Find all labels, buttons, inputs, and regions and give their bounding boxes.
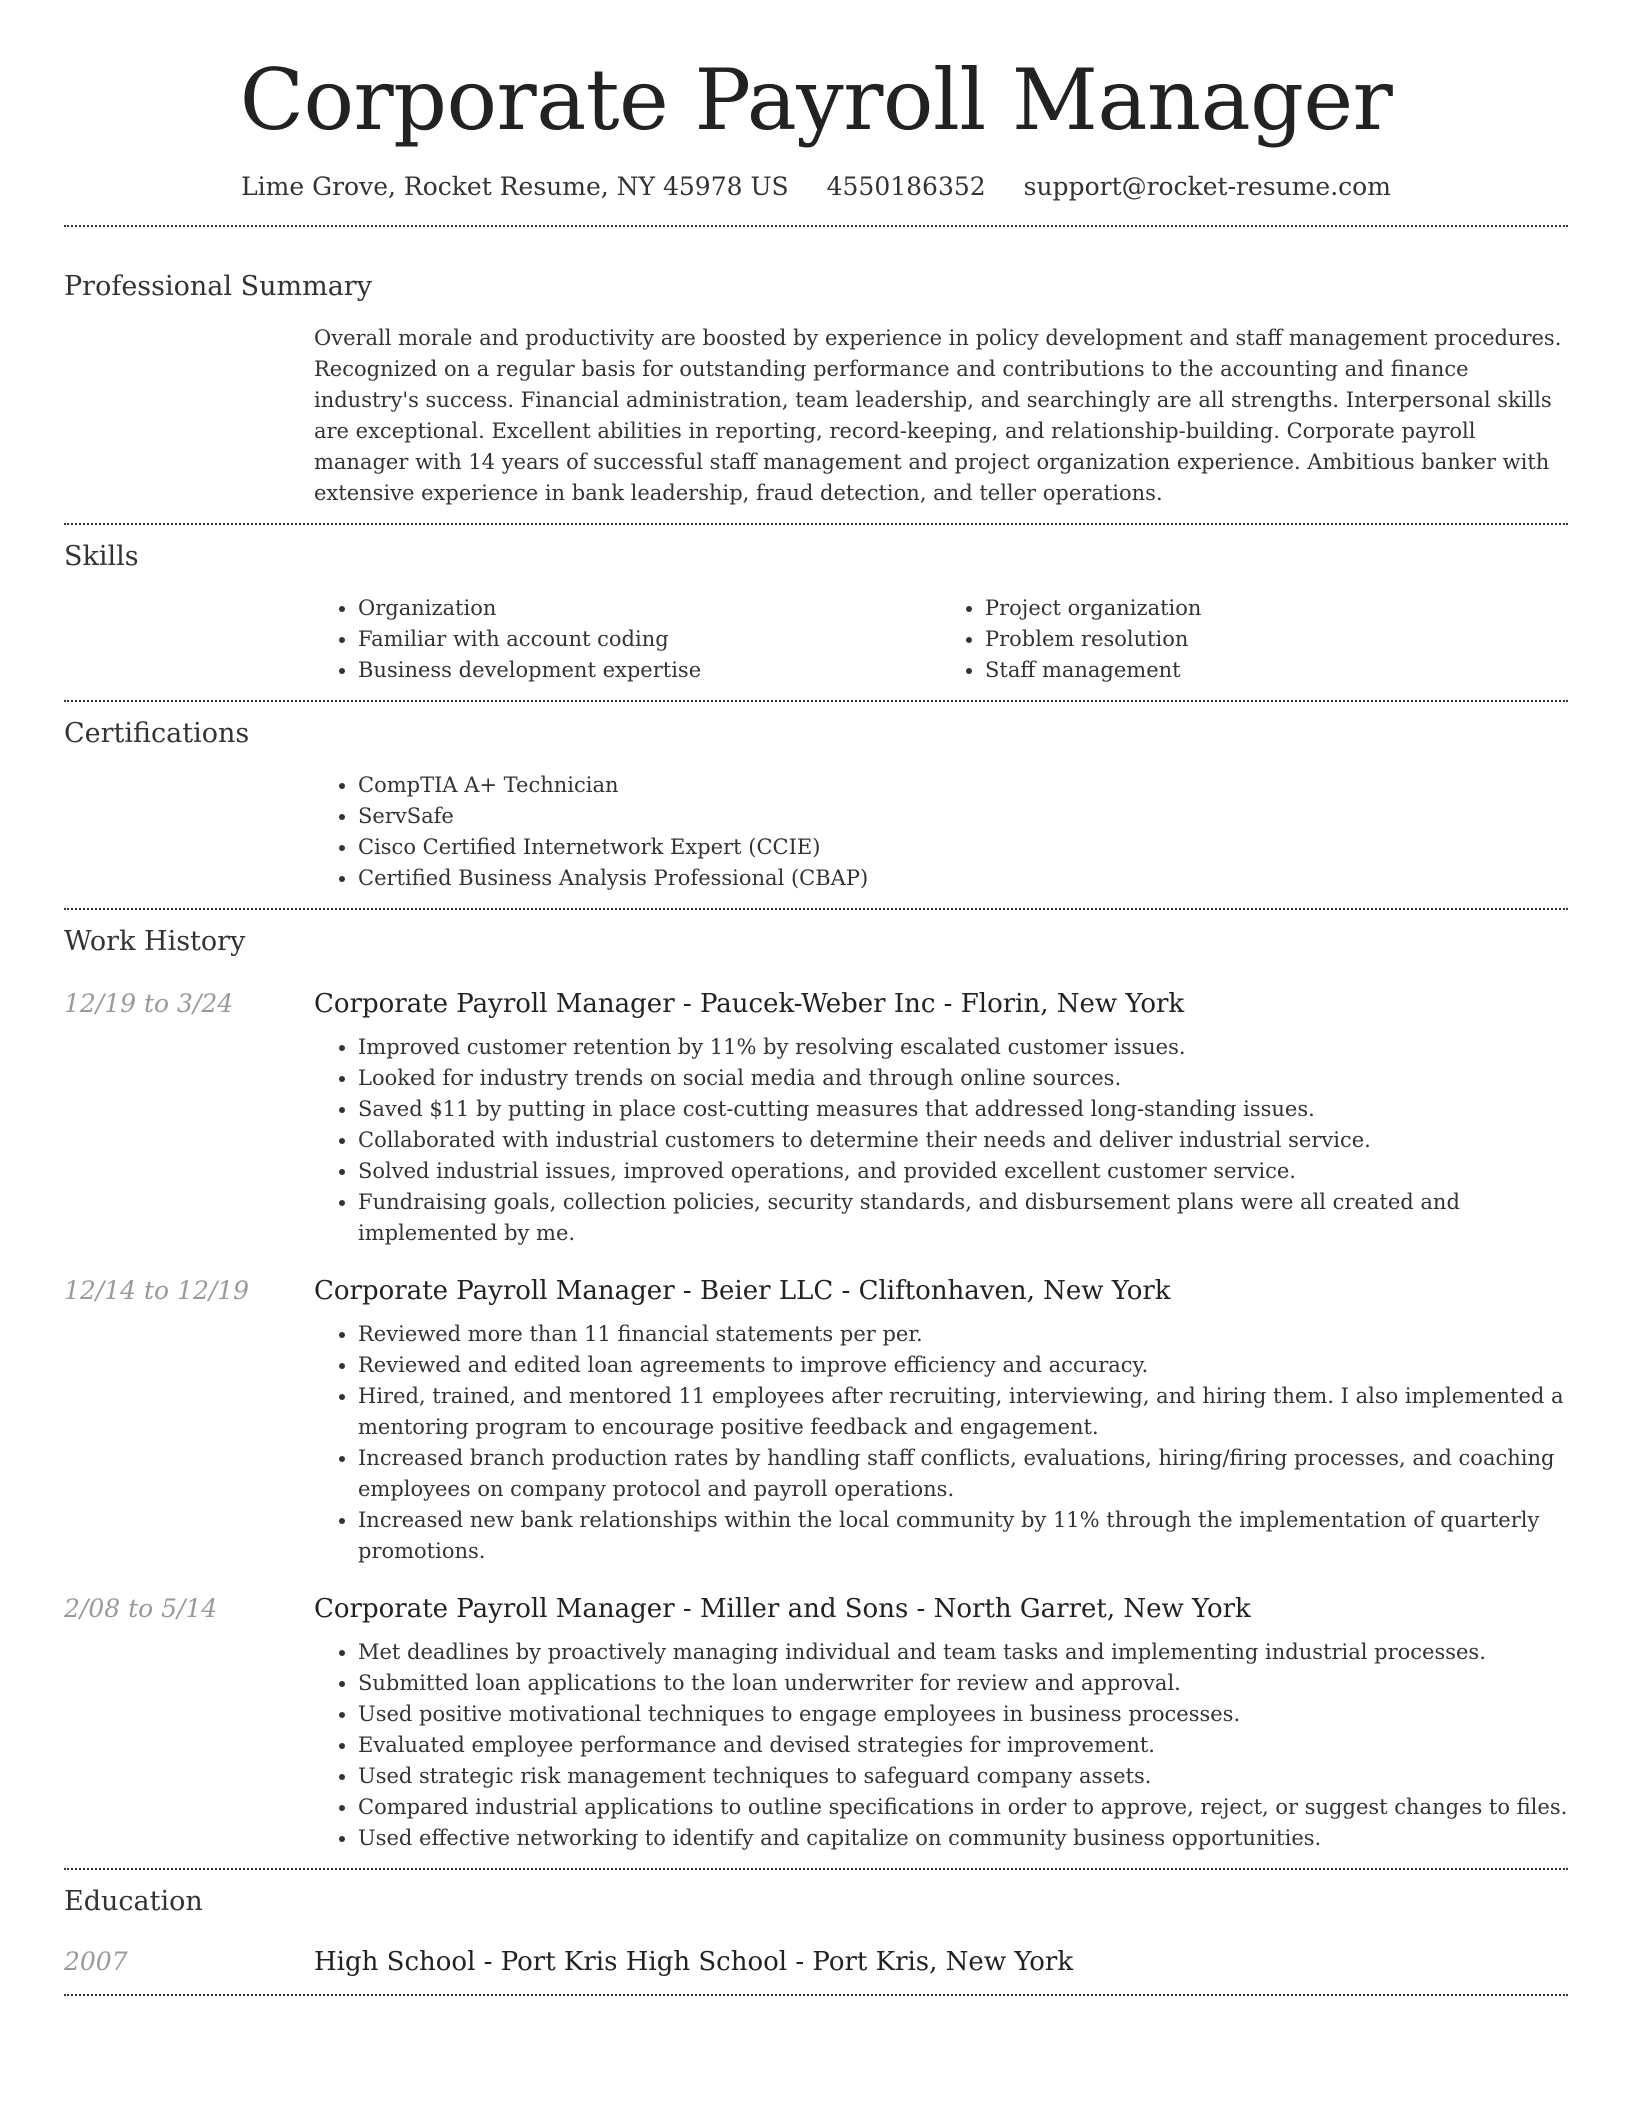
job-details xyxy=(314,1273,1568,1567)
job-bullets xyxy=(314,1032,1568,1249)
certification-items xyxy=(314,770,1568,894)
certification-item: • Certified Business Analysis Professional (CBAP) xyxy=(358,863,1568,894)
education-entry xyxy=(64,1944,1568,1980)
skill-item: • Project organization xyxy=(985,593,1568,624)
job-details xyxy=(314,986,1568,1249)
resume-header xyxy=(64,0,1568,201)
job-entry xyxy=(64,1591,1568,1854)
summary-text: Overall morale and productivity are boosted by experience in policy development and staff management procedures. Recognized on a regular basis for outstanding performance and contributions to the accounting and finance industry's success. Financial administration, team leadership, and searchingly are all strengths. Interpersonal skills are exceptional. Excellent abilities in reporting, record-keeping, and relationship-building. Corporate payroll manager with 14 years of successful staff management and project organization experience. Ambitious banker with extensive experience in bank leadership, fraud detection, and teller operations. xyxy=(314,326,1562,505)
education-date: 2007 xyxy=(64,1947,128,1976)
education-title: High School - Port Kris High School - Port Kris, New York xyxy=(314,1947,1074,1977)
job-title: Corporate Payroll Manager - Miller and Sons - North Garret, New York xyxy=(314,1594,1251,1624)
skill-item: • Organization xyxy=(358,593,941,624)
education-heading: Education xyxy=(64,1886,203,1917)
job-bullet: • Submitted loan applications to the loan underwriter for review and approval. xyxy=(358,1668,1568,1699)
job-bullet: • Used strategic risk management techniques to safeguard company assets. xyxy=(358,1761,1568,1792)
skills-column-left xyxy=(314,593,941,686)
skill-item: • Staff management xyxy=(985,655,1568,686)
job-bullet: • Increased new bank relationships within the local community by 11% through the implementation of quarterly promotions. xyxy=(358,1505,1568,1567)
job-bullet: • Solved industrial issues, improved operations, and provided excellent customer service. xyxy=(358,1156,1568,1187)
job-entry xyxy=(64,1273,1568,1567)
job-bullet: • Increased branch production rates by handling staff conflicts, evaluations, hiring/firing processes, and coaching employees on company protocol and payroll operations. xyxy=(358,1443,1568,1505)
skill-item: • Business development expertise xyxy=(358,655,941,686)
job-date: 12/19 to 3/24 xyxy=(64,989,234,1018)
job-date: 2/08 to 5/14 xyxy=(64,1594,218,1623)
contact-line xyxy=(64,172,1568,201)
certification-item: • CompTIA A+ Technician xyxy=(358,770,1568,801)
job-entry xyxy=(64,986,1568,1249)
phone: 4550186352 xyxy=(826,172,986,201)
job-bullet: • Looked for industry trends on social media and through online sources. xyxy=(358,1063,1568,1094)
education-section xyxy=(64,1870,1568,1980)
certification-item: • Cisco Certified Internetwork Expert (CCIE) xyxy=(358,832,1568,863)
candidate-name: Corporate Payroll Manager xyxy=(239,51,1393,149)
job-bullet: • Reviewed and edited loan agreements to improve efficiency and accuracy. xyxy=(358,1350,1568,1381)
job-bullet: • Used positive motivational techniques to engage employees in business processes. xyxy=(358,1699,1568,1730)
job-bullet: • Improved customer retention by 11% by resolving escalated customer issues. xyxy=(358,1032,1568,1063)
email: support@rocket-resume.com xyxy=(1023,172,1391,201)
job-bullet: • Hired, trained, and mentored 11 employees after recruiting, interviewing, and hiring them. I also implemented a mentoring program to encourage positive feedback and engagement. xyxy=(358,1381,1568,1443)
divider xyxy=(64,1994,1568,1996)
skills-heading: Skills xyxy=(64,541,139,572)
job-bullet: • Evaluated employee performance and devised strategies for improvement. xyxy=(358,1730,1568,1761)
work-history-heading: Work History xyxy=(64,926,246,957)
summary-heading: Professional Summary xyxy=(64,271,372,302)
summary-section xyxy=(64,227,1568,523)
job-title: Corporate Payroll Manager - Beier LLC - Cliftonhaven, New York xyxy=(314,1276,1171,1306)
skill-item: • Familiar with account coding xyxy=(358,624,941,655)
job-bullet: • Fundraising goals, collection policies, security standards, and disbursement plans were all created and implemented by me. xyxy=(358,1187,1568,1249)
job-list xyxy=(64,986,1568,1854)
skills-column-right xyxy=(941,593,1568,686)
certification-item: • ServSafe xyxy=(358,801,1568,832)
job-bullet: • Collaborated with industrial customers to determine their needs and deliver industrial service. xyxy=(358,1125,1568,1156)
certifications-heading: Certifications xyxy=(64,718,250,749)
certifications-list xyxy=(314,770,1568,894)
job-details xyxy=(314,1591,1568,1854)
skills-section xyxy=(64,525,1568,700)
job-bullet: • Used effective networking to identify and capitalize on community business opportunities. xyxy=(358,1823,1568,1854)
job-bullets xyxy=(314,1319,1568,1567)
work-history-section xyxy=(64,910,1568,1868)
job-bullet: • Compared industrial applications to outline specifications in order to approve, reject, or suggest changes to files. xyxy=(358,1792,1568,1823)
certifications-section xyxy=(64,702,1568,908)
skills-list xyxy=(314,593,1568,686)
job-bullets xyxy=(314,1637,1568,1854)
address: Lime Grove, Rocket Resume, NY 45978 US xyxy=(241,172,789,201)
skill-item: • Problem resolution xyxy=(985,624,1568,655)
job-title: Corporate Payroll Manager - Paucek-Weber Inc - Florin, New York xyxy=(314,989,1185,1019)
job-bullet: • Saved $11 by putting in place cost-cutting measures that addressed long-standing issues. xyxy=(358,1094,1568,1125)
job-bullet: • Met deadlines by proactively managing individual and team tasks and implementing industrial processes. xyxy=(358,1637,1568,1668)
job-bullet: • Reviewed more than 11 financial statements per per. xyxy=(358,1319,1568,1350)
job-date: 12/14 to 12/19 xyxy=(64,1276,250,1305)
